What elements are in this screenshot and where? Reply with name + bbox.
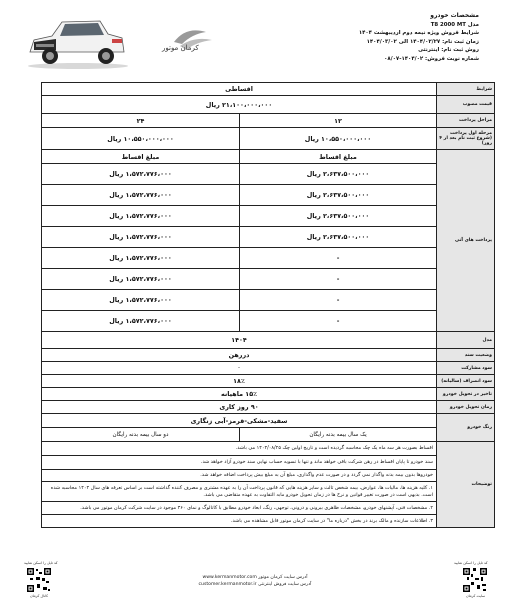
plan-a-installment: - bbox=[240, 248, 437, 269]
note-item: سند خودرو تا پایان اقساط در رهن شرکت باقی خواهد ماند و تنها با تسویه حساب نهایی سند خودرو آزاد خواهد شد. bbox=[42, 456, 437, 470]
qr-code-left[interactable] bbox=[26, 567, 52, 593]
plan-a-installment: ۲،۶۳۷،۵۰۰،۰۰۰ ریال bbox=[240, 185, 437, 206]
notes-label: توضیحات bbox=[437, 442, 495, 528]
table-row bbox=[42, 164, 495, 185]
table-row bbox=[42, 311, 495, 332]
price-label: قیمت مصوب bbox=[437, 96, 495, 114]
plan-b-deposit: ۱۰،۵۵۰،۰۰۰،۰۰۰ ریال bbox=[42, 128, 240, 150]
plan-a-deposit: ۱۰،۵۵۰،۰۰۰،۰۰۰ ریال bbox=[240, 128, 437, 150]
conditions-label: شرایط bbox=[437, 83, 495, 96]
plan-b-installment-header: مبلغ اقساط bbox=[42, 150, 240, 164]
model-label: مدل T8 2000 MT bbox=[430, 21, 479, 28]
kerman-motor-logo bbox=[160, 22, 230, 62]
table-row bbox=[42, 248, 495, 269]
note-item: اقساط بصورت هر سه ماه یک چک محاسبه گردیده است و تاریخ اولین چک ۱۴۰۴/۰۸/۲۵ می باشد. bbox=[42, 442, 437, 456]
plan-b-insurance: دو سال بیمه بدنه رایگان bbox=[42, 428, 240, 442]
logo-text: کرمان موتور bbox=[162, 44, 199, 52]
spec-title: مشخصات خودرو bbox=[430, 12, 479, 19]
plan-a-installment: - bbox=[240, 290, 437, 311]
conditions-value: اقساطی bbox=[42, 83, 437, 96]
delivery-value: ۹۰ روز کاری bbox=[42, 401, 437, 414]
plan-a-months: ۱۲ bbox=[240, 114, 437, 128]
note-item: ۳. اطلاعات سازنده و مالک برند در بخش "درباره ما" در سایت کرمان موتور قابل مشاهده می باشد. bbox=[42, 515, 437, 528]
deposit-label: مرحله اول پرداخت (شروع ثبت نام بعد از ۴ روز) bbox=[437, 128, 495, 150]
plan-a-installment: ۲،۶۳۷،۵۰۰،۰۰۰ ریال bbox=[240, 206, 437, 227]
plan-a-installment: - bbox=[240, 311, 437, 332]
site-address: آدرس سایت کرمان موتور www.kermanmotor.com bbox=[202, 575, 308, 580]
note-item: ۲. مشخصات فنی، آپشنهای خودرو، مشخصات ظاهری بیرونی و درونی، توجهی، رنگ، ابعاد خودرو مطابق با کاتالوگ و نمای ۳۶۰ موجود در سایت شرکت کرمان موتور می باشد. bbox=[42, 502, 437, 515]
qr-right-caption: کد تایل را اسکن نمایید bbox=[454, 561, 488, 565]
plan-a-installment-header: مبلغ اقساط bbox=[240, 150, 437, 164]
year-value: ۱۴۰۴ bbox=[42, 332, 437, 349]
qr-left-caption: کد تایل را اسکن نمایید bbox=[24, 561, 58, 565]
qr-code-right[interactable] bbox=[462, 567, 488, 593]
plan-b-installment: ۱،۵۷۲،۷۷۶،۰۰۰ ریال bbox=[42, 290, 240, 311]
qr-right-sub: سایت کرمان bbox=[466, 594, 486, 598]
cancel-fee-label: سود انصراف (سالیانه) bbox=[437, 375, 495, 388]
document-status-value: دررهن bbox=[42, 349, 437, 362]
table-row bbox=[42, 185, 495, 206]
cancel-fee-value: ۱۸٪ bbox=[42, 375, 437, 388]
plan-a-installment: - bbox=[240, 269, 437, 290]
table-row bbox=[42, 206, 495, 227]
plan-b-installment: ۱،۵۷۲،۷۷۶،۰۰۰ ریال bbox=[42, 248, 240, 269]
plan-b-installment: ۱،۵۷۲،۷۷۶،۰۰۰ ریال bbox=[42, 227, 240, 248]
color-value: سفید-مشکی-قرمز-آبی زنگاری bbox=[42, 414, 437, 428]
partnership-value: - bbox=[42, 362, 437, 375]
page-header bbox=[0, 0, 523, 86]
color-label: رنگ خودرو bbox=[437, 414, 495, 442]
year-label: مدل bbox=[437, 332, 495, 349]
plan-b-installment: ۱،۵۷۲،۷۷۶،۰۰۰ ریال bbox=[42, 206, 240, 227]
price-value: ۲۱،۱۰۰،۰۰۰،۰۰۰ ریال bbox=[42, 96, 437, 114]
note-item: ۱. کلیه هزینه ها، مالیات ها، عوارض، بیمه شخص ثالث و سایر هزینه هایی که قانون پرداخت آن را به عهده مشتری و مصرف کننده گذاشته است بر اساس تعرفه های سال ۱۴۰۴ محاسبه شده است. بدیهی است در صورت تغییر قوانین و نرخ ها در زمان تحویل خودرو مابه التفاوت به عهده متقاضی می باشد. bbox=[42, 482, 437, 502]
registration-period: زمان ثبت نام: ۱۴۰۴/۰۲/۲۷ الی ۱۴۰۴/۰۳/۰۲ bbox=[366, 38, 479, 45]
note-item: خودروها بدون بیمه بدنه واگذار نمی گردد و در صورت عدم واگذاری، مبلغ آن به مبلغ بیش پرداخت اضافه خواهد شد. bbox=[42, 470, 437, 482]
spec-block bbox=[359, 12, 479, 64]
document-status-label: وضعیت سند bbox=[437, 349, 495, 362]
partnership-label: سود مشارکت bbox=[437, 362, 495, 375]
delay-label: تاخیر در تحویل خودرو bbox=[437, 388, 495, 401]
sale-conditions: شرایط فروش ویژه نیمه دوم اردیبهشت ۱۴۰۴ bbox=[358, 30, 479, 37]
delay-value: ۱۵٪ ماهیانه bbox=[42, 388, 437, 401]
delivery-label: زمان تحویل خودرو bbox=[437, 401, 495, 414]
table-row bbox=[42, 269, 495, 290]
table-row bbox=[42, 290, 495, 311]
plan-a-installment: ۲،۶۳۷،۵۰۰،۰۰۰ ریال bbox=[240, 227, 437, 248]
plan-b-installment: ۱،۵۷۲،۷۷۶،۰۰۰ ریال bbox=[42, 311, 240, 332]
registration-method: روش ثبت نام: اینترنتی bbox=[418, 47, 479, 54]
sale-number: شماره نوبت فروش: ۱۴۰۴/۰۲-۰۸/۰۷ bbox=[384, 55, 479, 62]
plan-b-installment: ۱،۵۷۲،۷۷۶،۰۰۰ ریال bbox=[42, 185, 240, 206]
plan-b-months: ۲۴ bbox=[42, 114, 240, 128]
price-table bbox=[41, 82, 495, 528]
plan-b-installment: ۱،۵۷۲،۷۷۶،۰۰۰ ریال bbox=[42, 269, 240, 290]
months-label: مراحل پرداخت bbox=[437, 114, 495, 128]
plan-a-insurance: یک سال بیمه بدنه رایگان bbox=[240, 428, 437, 442]
plan-a-installment: ۲،۶۳۷،۵۰۰،۰۰۰ ریال bbox=[240, 164, 437, 185]
sales-address: آدرس سایت فروش اینترنتی customer.kermanmotor.ir bbox=[198, 582, 312, 587]
plan-b-installment: ۱،۵۷۲،۷۷۶،۰۰۰ ریال bbox=[42, 164, 240, 185]
table-row bbox=[42, 227, 495, 248]
installments-label: پرداخت های آتی bbox=[437, 150, 495, 332]
car-image bbox=[22, 12, 130, 70]
qr-left-sub: کانال کرمان bbox=[30, 594, 49, 598]
